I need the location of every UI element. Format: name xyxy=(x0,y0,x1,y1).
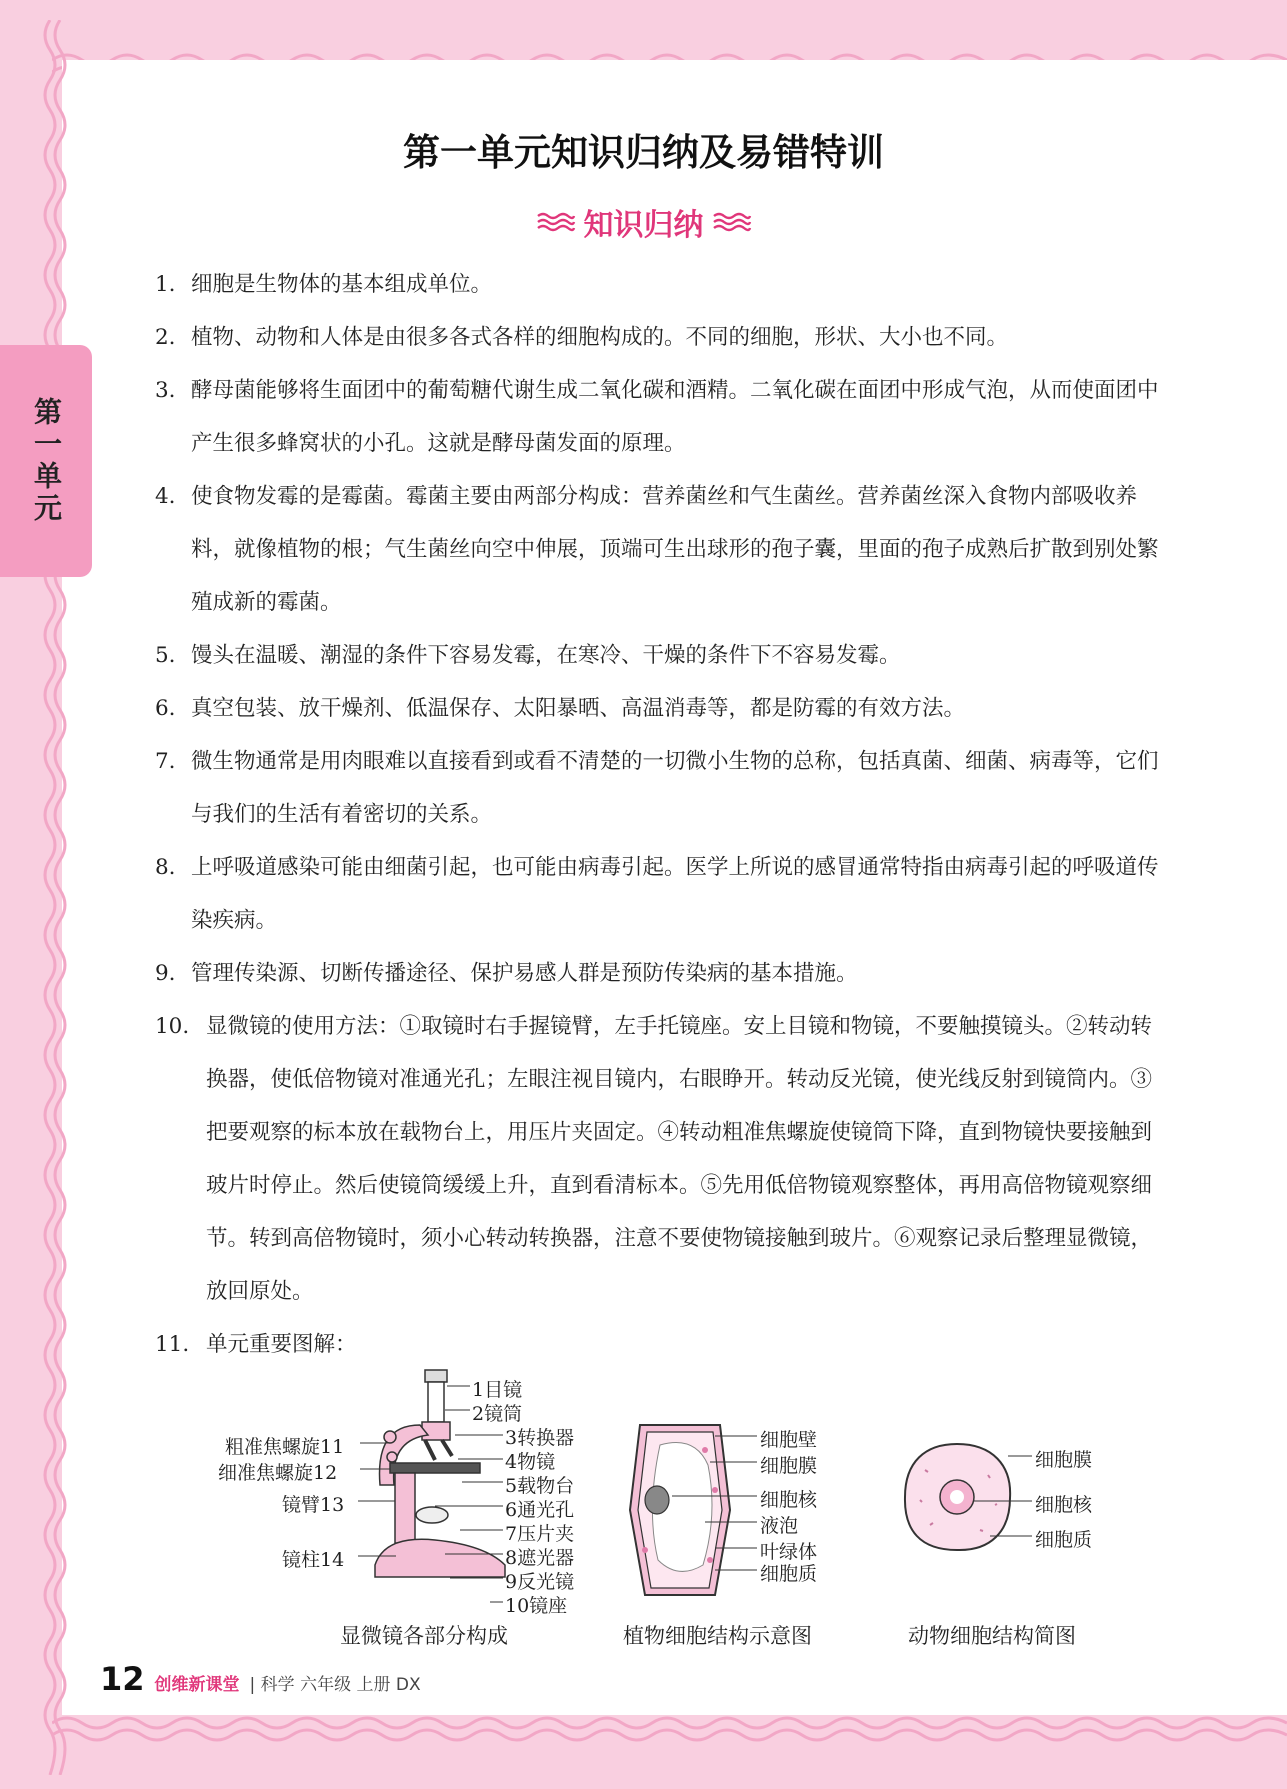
list-item xyxy=(155,258,1160,311)
microscope-caption: 显微镜各部分构成 xyxy=(340,1624,508,1648)
plant-cell-label: 细胞壁 xyxy=(760,1429,818,1451)
item-number: 3. xyxy=(155,378,176,403)
item-number: 6. xyxy=(155,696,176,721)
item-text: 真空包装、放干燥剂、低温保存、太阳暴晒、高温消毒等，都是防霉的有效方法。 xyxy=(191,696,966,721)
page-footer xyxy=(100,1660,421,1698)
item-number: 8. xyxy=(155,855,176,880)
item-text: 酵母菌能够将生面团中的葡萄糖代谢生成二氧化碳和酒精。二氧化碳在面团中形成气泡，从而使面团中产生很多蜂窝状的小孔。这就是酵母菌发面的原理。 xyxy=(191,378,1159,456)
list-item xyxy=(155,682,1160,735)
plant-cell-caption: 植物细胞结构示意图 xyxy=(623,1624,812,1648)
item-number: 4. xyxy=(155,484,176,509)
item-text: 使食物发霉的是霉菌。霉菌主要由两部分构成：营养菌丝和气生菌丝。营养菌丝深入食物内部吸收养料，就像植物的根；气生菌丝向空中伸展，顶端可生出球形的孢子囊，里面的孢子成熟后扩散到别处繁殖成新的霉菌。 xyxy=(191,484,1159,615)
plant-cell-label: 细胞质 xyxy=(760,1563,818,1585)
item-number: 2. xyxy=(155,325,176,350)
knowledge-list xyxy=(155,258,1160,1371)
wavy-border-bottom xyxy=(52,1705,1287,1775)
list-item xyxy=(155,841,1160,947)
list-item xyxy=(155,311,1160,364)
page-title: 第一单元知识归纳及易错特训 xyxy=(403,131,884,174)
item-text: 上呼吸道感染可能由细菌引起，也可能由病毒引起。医学上所说的感冒通常特指由病毒引起的呼吸道传染疾病。 xyxy=(191,855,1159,933)
microscope-label: 10镜座 xyxy=(505,1595,568,1617)
animal-cell-caption: 动物细胞结构简图 xyxy=(908,1624,1076,1648)
unit-tab-label: 第一单元 xyxy=(30,397,63,525)
list-item xyxy=(155,1318,1160,1371)
item-number: 5. xyxy=(155,643,176,668)
list-item xyxy=(155,947,1160,1000)
list-item xyxy=(155,470,1160,629)
microscope-label: 7压片夹 xyxy=(505,1523,575,1545)
item-number: 11. xyxy=(155,1332,190,1357)
item-text: 细胞是生物体的基本组成单位。 xyxy=(191,272,493,297)
book-info: | 科学 六年级 上册 DX xyxy=(249,1675,421,1695)
microscope-label: 细准焦螺旋12 xyxy=(218,1462,338,1484)
microscope-label: 镜臂13 xyxy=(282,1494,345,1516)
item-text: 馒头在温暖、潮湿的条件下容易发霉，在寒冷、干燥的条件下不容易发霉。 xyxy=(191,643,901,668)
wave-decoration-left-icon xyxy=(536,211,576,233)
page-number: 12 xyxy=(100,1660,145,1698)
item-number: 9. xyxy=(155,961,176,986)
section-heading-wrap xyxy=(0,200,1287,244)
microscope-label: 8遮光器 xyxy=(505,1547,575,1569)
figure-leader-lines xyxy=(200,1365,1160,1615)
item-number: 10. xyxy=(155,1014,190,1039)
microscope-label: 镜柱14 xyxy=(282,1549,345,1571)
unit-side-tab xyxy=(0,345,92,577)
microscope-label: 3转换器 xyxy=(505,1427,575,1449)
list-item xyxy=(155,629,1160,682)
section-heading: 知识归纳 xyxy=(583,208,704,243)
list-item xyxy=(155,735,1160,841)
item-number: 1. xyxy=(155,272,176,297)
animal-cell-label: 细胞核 xyxy=(1035,1494,1093,1516)
item-number: 7. xyxy=(155,749,176,774)
wave-decoration-right-icon xyxy=(712,211,752,233)
list-item xyxy=(155,1000,1160,1318)
item-text: 管理传染源、切断传播途径、保护易感人群是预防传染病的基本措施。 xyxy=(191,961,858,986)
unit-figures xyxy=(200,1365,1160,1655)
wavy-border-left xyxy=(38,20,68,1775)
microscope-label: 1目镜 xyxy=(472,1379,523,1401)
animal-cell-label: 细胞膜 xyxy=(1035,1449,1093,1471)
plant-cell-label: 叶绿体 xyxy=(760,1541,818,1563)
item-text: 微生物通常是用肉眼难以直接看到或看不清楚的一切微小生物的总称，包括真菌、细菌、病毒等，它们与我们的生活有着密切的关系。 xyxy=(191,749,1159,827)
microscope-label: 6通光孔 xyxy=(505,1499,575,1521)
plant-cell-label: 液泡 xyxy=(760,1515,799,1537)
microscope-label: 粗准焦螺旋11 xyxy=(225,1436,345,1458)
plant-cell-label: 细胞膜 xyxy=(760,1455,818,1477)
microscope-label: 2镜筒 xyxy=(472,1403,523,1425)
plant-cell-label: 细胞核 xyxy=(760,1489,818,1511)
list-item xyxy=(155,364,1160,470)
item-text: 植物、动物和人体是由很多各式各样的细胞构成的。不同的细胞，形状、大小也不同。 xyxy=(191,325,1009,350)
brand-name: 创维新课堂 xyxy=(154,1675,240,1695)
item-text: 单元重要图解： xyxy=(206,1332,357,1357)
microscope-label: 5载物台 xyxy=(505,1475,575,1497)
microscope-label: 9反光镜 xyxy=(505,1571,575,1593)
item-text: 显微镜的使用方法：①取镜时右手握镜臂，左手托镜座。安上目镜和物镜，不要触摸镜头。②转动转换器，使低倍物镜对准通光孔；左眼注视目镜内，右眼睁开。转动反光镜，使光线反射到镜筒内。③把要观察的标本放在载物台上，用压片夹固定。④转动粗准焦螺旋使镜筒下降，直到物镜快要接触到玻片时停止。然后使镜筒缓缓上升，直到看清标本。⑤先用低倍物镜观察整体，再用高倍物镜观察细节。转到高倍物镜时，须小心转动转换器，注意不要使物镜接触到玻片。⑥观察记录后整理显微镜，放回原处。 xyxy=(206,1014,1153,1304)
animal-cell-label: 细胞质 xyxy=(1035,1529,1093,1551)
microscope-label: 4物镜 xyxy=(505,1451,556,1473)
